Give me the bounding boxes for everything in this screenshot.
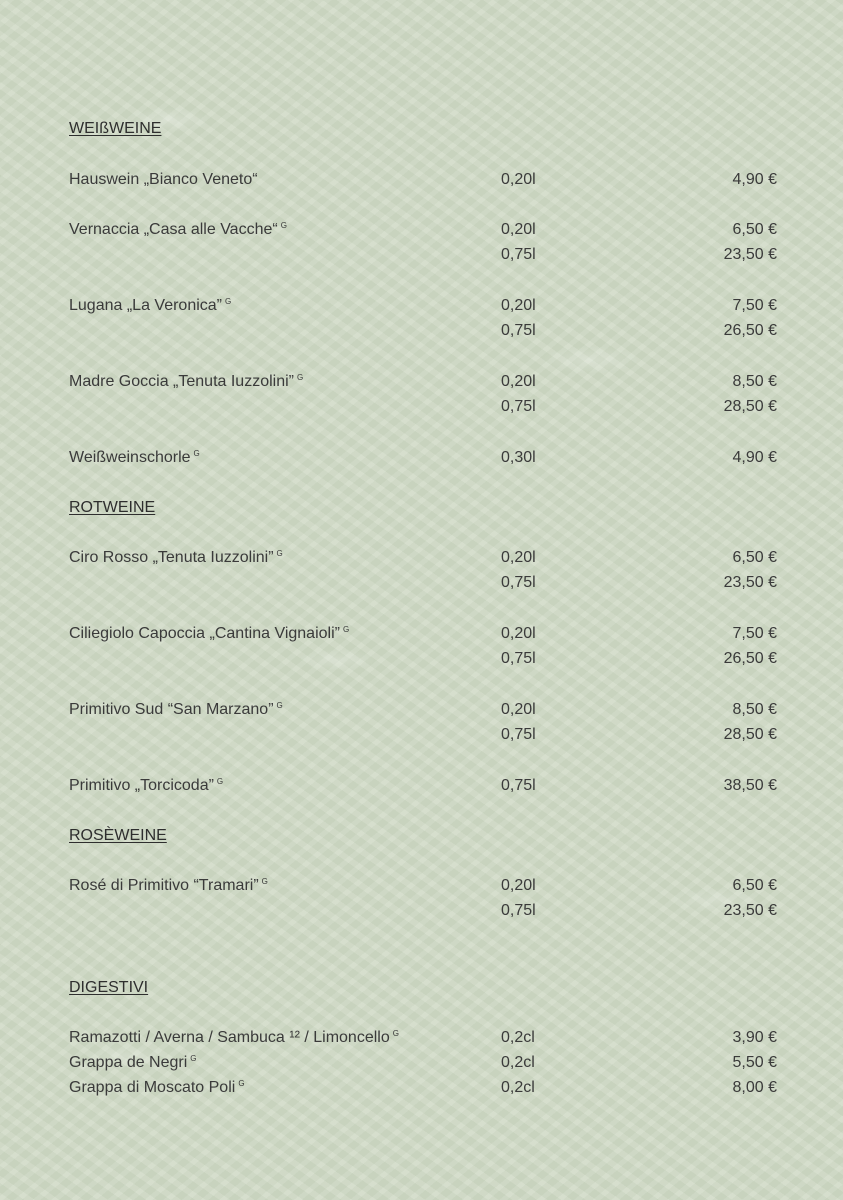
digestif-volume: 0,2cl (501, 1054, 535, 1071)
wine-price: 7,50 € (732, 297, 777, 314)
digestif-price: 5,50 € (732, 1054, 777, 1071)
allergen-note: G (342, 625, 350, 634)
wine-volume: 0,20l (501, 877, 536, 894)
wine-volume: 0,75l (501, 777, 536, 794)
wine-row (0, 246, 843, 268)
wine-price: 23,50 € (723, 246, 777, 263)
wine-volume: 0,75l (501, 726, 536, 743)
wine-name: Primitivo Sud “San Marzano” $^G$ (69, 701, 283, 718)
wine-volume: 0,75l (501, 902, 536, 919)
section-title-digestivi: DIGESTIVI (69, 979, 149, 996)
allergen-note: G (225, 297, 232, 306)
allergen-note: G (190, 1054, 197, 1063)
wine-volume: 0,20l (501, 297, 536, 314)
wine-row (0, 574, 843, 596)
wine-price: 28,50 € (723, 398, 777, 415)
section-title-rotweine: ROTWEINE (69, 499, 156, 516)
wine-price: 8,50 € (732, 373, 777, 390)
allergen-note: G (280, 221, 287, 230)
digestif-price: 3,90 € (732, 1029, 777, 1046)
wine-row (0, 171, 843, 193)
wine-price: 6,50 € (732, 549, 777, 566)
digestif-row (0, 1079, 843, 1101)
allergen-note: G (392, 1029, 399, 1038)
wine-row (0, 322, 843, 344)
digestif-price: 8,00 € (732, 1079, 777, 1096)
allergen-note: G (193, 449, 200, 458)
wine-volume: 0,20l (501, 625, 536, 642)
wine-volume: 0,75l (501, 322, 536, 339)
wine-price: 26,50 € (723, 650, 777, 667)
wine-price: 38,50 € (723, 777, 777, 794)
wine-price: 23,50 € (723, 902, 777, 919)
wine-name: Vernaccia „Casa alle Vacche“ $^G$ (69, 221, 287, 238)
wine-volume: 0,20l (501, 221, 536, 238)
digestif-name: Grappa di Moscato Poli $^G$ (69, 1079, 245, 1096)
wine-row (0, 726, 843, 748)
section-title-weissweine: WEIßWEINE (69, 120, 162, 137)
wine-name: Ciliegiolo Capoccia „Cantina Vignaioli” $^G$ (69, 625, 350, 642)
wine-volume: 0,20l (501, 373, 536, 390)
digestif-volume: 0,2cl (501, 1079, 535, 1096)
digestif-row (0, 1054, 843, 1076)
wine-row (0, 902, 843, 924)
wine-name: Rosé di Primitivo “Tramari” $^G$ (69, 877, 268, 894)
wine-price: 7,50 € (732, 625, 777, 642)
allergen-note: G (261, 877, 268, 886)
wine-price: 23,50 € (723, 574, 777, 591)
allergen-note: G (216, 777, 224, 786)
wine-name: Hauswein „Bianco Veneto“ (69, 171, 258, 188)
wine-volume: 0,75l (501, 650, 536, 667)
wine-name: Madre Goccia „Tenuta Iuzzolini” $^G$ (69, 373, 304, 390)
allergen-note: G (296, 373, 304, 382)
wine-volume: 0,20l (501, 701, 536, 718)
wine-row (0, 625, 843, 647)
wine-row (0, 297, 843, 319)
wine-row (0, 221, 843, 243)
wine-volume: 0,75l (501, 246, 536, 263)
wine-row (0, 449, 843, 471)
wine-price: 6,50 € (732, 221, 777, 238)
wine-row (0, 650, 843, 672)
wine-price: 28,50 € (723, 726, 777, 743)
wine-name: Primitivo „Torcicoda” $^G$ (69, 777, 224, 794)
wine-price: 8,50 € (732, 701, 777, 718)
wine-name: Ciro Rosso „Tenuta Iuzzolini” $^G$ (69, 549, 283, 566)
wine-price: 4,90 € (732, 171, 777, 188)
wine-row (0, 373, 843, 395)
digestif-name: Ramazotti / Averna / Sambuca ¹² / Limoncello $^G$ (69, 1029, 399, 1046)
wine-volume: 0,75l (501, 574, 536, 591)
wine-price: 4,90 € (732, 449, 777, 466)
digestif-row (0, 1029, 843, 1051)
wine-volume: 0,20l (501, 549, 536, 566)
wine-row (0, 701, 843, 723)
wine-volume: 0,20l (501, 171, 536, 188)
wine-row (0, 549, 843, 571)
allergen-note: G (276, 701, 283, 710)
digestif-volume: 0,2cl (501, 1029, 535, 1046)
wine-name: Weißweinschorle $^G$ (69, 449, 200, 466)
wine-row (0, 877, 843, 899)
wine-volume: 0,30l (501, 449, 536, 466)
wine-price: 6,50 € (732, 877, 777, 894)
wine-row (0, 398, 843, 420)
digestif-name: Grappa de Negri $^G$ (69, 1054, 197, 1071)
section-title-roseweine: ROSÈWEINE (69, 827, 167, 844)
wine-price: 26,50 € (723, 322, 777, 339)
wine-row (0, 777, 843, 799)
allergen-note: G (276, 549, 283, 558)
wine-name: Lugana „La Veronica” $^G$ (69, 297, 232, 314)
allergen-note: G (238, 1079, 245, 1088)
wine-volume: 0,75l (501, 398, 536, 415)
